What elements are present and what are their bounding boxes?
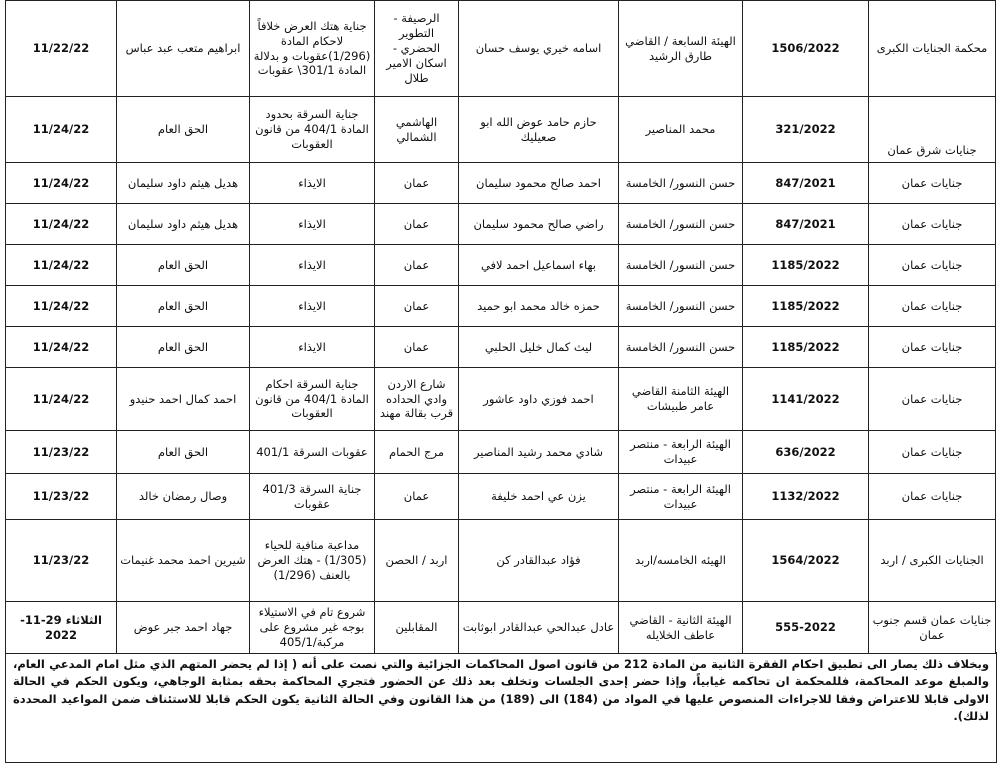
table-row	[6, 520, 996, 602]
address: مرج الحمام	[375, 431, 459, 474]
court: جنايات عمان	[869, 327, 996, 368]
address: اربد / الحصن	[375, 520, 459, 602]
charge: الايذاء	[250, 286, 375, 327]
address: عمان	[375, 327, 459, 368]
panel: محمد المناصير	[619, 97, 743, 163]
hearing-date: الثلاثاء 29-11-2022	[6, 602, 117, 654]
hearing-date: 11/24/22	[6, 327, 117, 368]
address: عمان	[375, 204, 459, 245]
charge: عقوبات السرقة 401/1	[250, 431, 375, 474]
plaintiff: هديل هيثم داود سليمان	[117, 163, 250, 204]
address: المقابلين	[375, 602, 459, 654]
hearing-date: 11/24/22	[6, 368, 117, 431]
charge: جناية السرقة بحدود المادة 404/1 من قانون العقوبات	[250, 97, 375, 163]
plaintiff: الحق العام	[117, 97, 250, 163]
court: جنايات شرق عمان	[869, 97, 996, 163]
plaintiff: الحق العام	[117, 245, 250, 286]
case-number: 1185/2022	[743, 327, 869, 368]
panel: الهيئه الخامسه/اربد	[619, 520, 743, 602]
defendant: اسامه خيري يوسف حسان	[459, 1, 619, 97]
court: جنايات عمان	[869, 163, 996, 204]
panel: حسن النسور/ الخامسة	[619, 204, 743, 245]
hearing-date: 11/23/22	[6, 474, 117, 520]
address: الرصيفة - التطوير الحضري - اسكان الامير طلال	[375, 1, 459, 97]
court: جنايات عمان	[869, 286, 996, 327]
panel: الهيئة السابعة / القاضي طارق الرشيد	[619, 1, 743, 97]
address: شارع الاردن وادي الحداده قرب بقالة مهند	[375, 368, 459, 431]
charge: جناية هتك العرض خلافاً لاحكام المادة (1/296)عقوبات و بدلالة المادة 301/1\ عقوبات	[250, 1, 375, 97]
charge: الايذاء	[250, 245, 375, 286]
address: عمان	[375, 286, 459, 327]
case-number: 1185/2022	[743, 245, 869, 286]
case-number: 555-2022	[743, 602, 869, 654]
plaintiff: الحق العام	[117, 286, 250, 327]
court-schedule-table	[5, 0, 996, 654]
table-row	[6, 245, 996, 286]
charge: مداعبة منافية للحياء (1/305) - هتك العرض بالعنف (1/296)	[250, 520, 375, 602]
panel: حسن النسور/ الخامسة	[619, 163, 743, 204]
table-row	[6, 327, 996, 368]
case-number: 1506/2022	[743, 1, 869, 97]
charge: شروع تام في الاستيلاء بوجه غير مشروع على مركبة/405/1	[250, 602, 375, 654]
hearing-date: 11/22/22	[6, 1, 117, 97]
panel: الهيئة الثانية - القاضي عاطف الخلايله	[619, 602, 743, 654]
address: عمان	[375, 245, 459, 286]
defendant: شادي محمد رشيد المناصير	[459, 431, 619, 474]
plaintiff: جهاد احمد جبر عوض	[117, 602, 250, 654]
defendant: بهاء اسماعيل احمد لافي	[459, 245, 619, 286]
panel: الهيئة الرابعة - منتصر عبيدات	[619, 474, 743, 520]
hearing-date: 11/24/22	[6, 163, 117, 204]
defendant: فؤاد عبدالقادر كن	[459, 520, 619, 602]
defendant: يزن عي احمد خليفة	[459, 474, 619, 520]
court: جنايات عمان قسم جنوب عمان	[869, 602, 996, 654]
address: عمان	[375, 163, 459, 204]
case-number: 847/2021	[743, 204, 869, 245]
plaintiff: احمد كمال احمد حنيدو	[117, 368, 250, 431]
address: الهاشمي الشمالي	[375, 97, 459, 163]
case-number: 636/2022	[743, 431, 869, 474]
table-row	[6, 163, 996, 204]
panel: حسن النسور/ الخامسة	[619, 245, 743, 286]
case-number: 847/2021	[743, 163, 869, 204]
plaintiff: شيرين احمد محمد غنيمات	[117, 520, 250, 602]
table-row	[6, 97, 996, 163]
case-number: 1185/2022	[743, 286, 869, 327]
hearing-date: 11/24/22	[6, 97, 117, 163]
defendant: حمزه خالد محمد ابو حميد	[459, 286, 619, 327]
court: الجنايات الكبرى / اربد	[869, 520, 996, 602]
defendant: ليث كمال خليل الحلبي	[459, 327, 619, 368]
plaintiff: هديل هيثم داود سليمان	[117, 204, 250, 245]
panel: الهيئة الرابعة - منتصر عبيدات	[619, 431, 743, 474]
court: جنايات عمان	[869, 245, 996, 286]
address: عمان	[375, 474, 459, 520]
charge: جناية السرقة احكام المادة 404/1 من قانون العقوبات	[250, 368, 375, 431]
table-row	[6, 474, 996, 520]
defendant: عادل عبدالحي عبدالقادر ابوثابت	[459, 602, 619, 654]
charge: الايذاء	[250, 327, 375, 368]
charge: الايذاء	[250, 163, 375, 204]
table-row	[6, 204, 996, 245]
defendant: احمد فوزي داود عاشور	[459, 368, 619, 431]
table-row	[6, 602, 996, 654]
plaintiff: الحق العام	[117, 327, 250, 368]
case-number: 1132/2022	[743, 474, 869, 520]
plaintiff: وصال رمضان خالد	[117, 474, 250, 520]
panel: حسن النسور/ الخامسة	[619, 286, 743, 327]
hearing-date: 11/24/22	[6, 286, 117, 327]
table-row	[6, 368, 996, 431]
court: جنايات عمان	[869, 368, 996, 431]
hearing-date: 11/24/22	[6, 204, 117, 245]
case-number: 1564/2022	[743, 520, 869, 602]
defendant: احمد صالح محمود سليمان	[459, 163, 619, 204]
defendant: حازم حامد عوض الله ابو صعيليك	[459, 97, 619, 163]
hearing-date: 11/23/22	[6, 520, 117, 602]
court: جنايات عمان	[869, 204, 996, 245]
case-number: 1141/2022	[743, 368, 869, 431]
panel: الهيئة الثامنة القاضي عامر طبيشات	[619, 368, 743, 431]
charge: جناية السرقة 401/3 عقوبات	[250, 474, 375, 520]
plaintiff: ابراهيم متعب عبد عباس	[117, 1, 250, 97]
panel: حسن النسور/ الخامسة	[619, 327, 743, 368]
table-row	[6, 286, 996, 327]
plaintiff: الحق العام	[117, 431, 250, 474]
court: محكمة الجنايات الكبرى	[869, 1, 996, 97]
table-row	[6, 1, 996, 97]
court: جنايات عمان	[869, 431, 996, 474]
case-number: 321/2022	[743, 97, 869, 163]
hearing-date: 11/23/22	[6, 431, 117, 474]
defendant: راضي صالح محمود سليمان	[459, 204, 619, 245]
table-row	[6, 431, 996, 474]
hearing-date: 11/24/22	[6, 245, 117, 286]
court: جنايات عمان	[869, 474, 996, 520]
legal-notice: وبخلاف ذلك يصار الى تطبيق احكام الفقرة الثانية من المادة 212 من قانون اصول المحاكمات الجزائية والتي نصت على أنه ( إذا لم يحضر المتهم الذي مثل امام المدعي العام، والمبلغ موعد المحاكمة، فللمحكمة ان تحاكمه غيابياً، وإذا حضر إحدى الجلسات وتخلف بعد ذلك عن الحضور فتجري المحاكمة بحقه بمثابة الوجاهي، ويكون الحكم في الحالة الاولى قابلا للاعتراض وفقا للاجراءات المنصوص عليها في المواد من (184) الى (189) من هذا القانون وفي الحالة الثانية يكون الحكم قابلا للاستئناف ضمن المواعيد المحددة لذلك).	[5, 652, 997, 763]
charge: الايذاء	[250, 204, 375, 245]
